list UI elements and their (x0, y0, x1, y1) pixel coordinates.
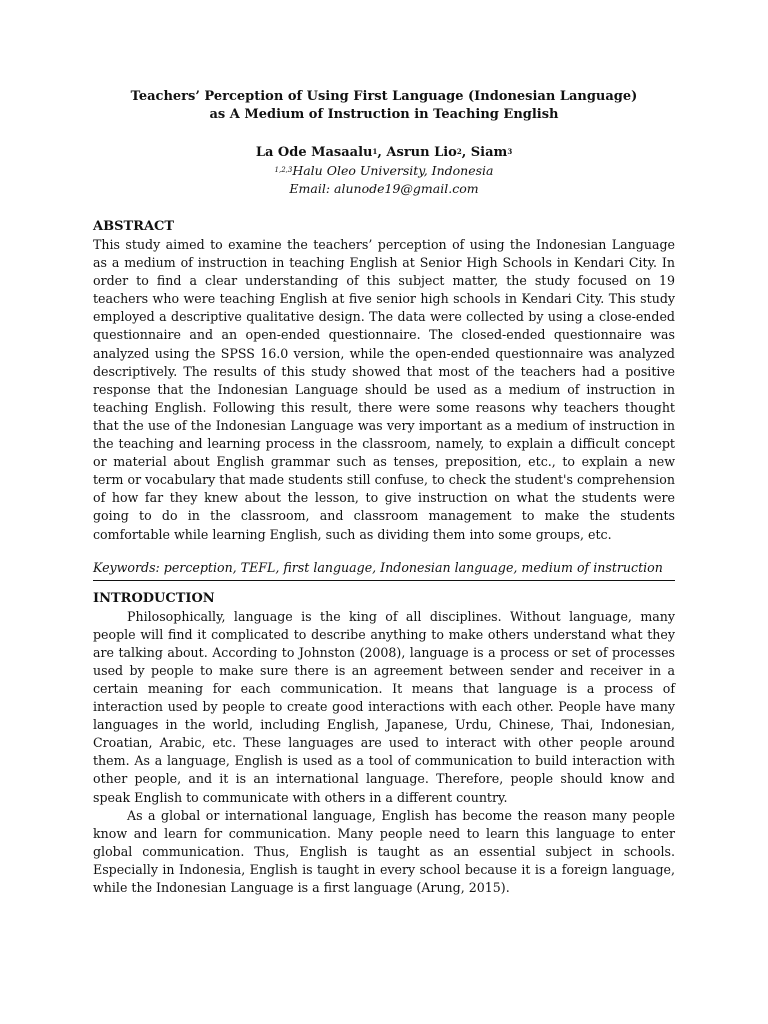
keywords-line: Keywords: perception, TEFL, first language, Indonesian language, medium of instruction (93, 559, 675, 581)
affiliation-text: Halu Oleo University, Indonesia (292, 163, 494, 178)
introduction-paragraph: Philosophically, language is the king of all disciplines. Without language, many people will find it complicated to describe anything to make others understand what they are talking about. According to Johnston (2008), language is a process or set of processes used by people to make sure there is an agreement between sender and receiver in a certain meaning for each communication. It means that language is a process of interaction used by people to create good interactions with each other. People have many languages in the world, including English, Japanese, Urdu, Chinese, Thai, Indonesian, Croatian, Arabic, etc. These languages are used to interact with other people around them. As a language, English is used as a tool of communication to build interaction with other people, and it is an international language. Therefore, people should know and speak English to communicate with others in a different country. (93, 608, 675, 805)
author-list (93, 144, 675, 162)
affiliation-superscript: 1,2,3 (274, 166, 293, 174)
title-line-1: Teachers’ Perception of Using First Language (Indonesian Language) (130, 89, 638, 104)
author-email: Email: alunode19@gmail.com (289, 181, 479, 196)
introduction-heading: INTRODUCTION (93, 590, 215, 606)
abstract-heading: ABSTRACT (93, 219, 175, 234)
title-line-2: as A Medium of Instruction in Teaching English (209, 107, 559, 122)
author-superscript: 3 (507, 147, 513, 156)
author-name: La Ode Masaalu (255, 145, 373, 160)
author-separator: , (461, 145, 471, 160)
affiliation (93, 162, 675, 180)
author-name: Asrun Lio (386, 145, 457, 160)
paper-title (93, 88, 675, 124)
author-separator: , (377, 145, 387, 160)
author-superscript: 2 (456, 147, 462, 156)
paper-page (93, 88, 675, 897)
author-name: Siam (470, 145, 508, 160)
author-superscript: 1 (372, 147, 378, 156)
abstract-body: This study aimed to examine the teachers’ perception of using the Indonesian Language as a medium of instruction in teaching English at Senior High Schools in Kendari City. In order to find a clear understanding of this subject matter, the study focused on 19 teachers who were teaching English at five senior high schools in Kendari City. This study employed a descriptive qualitative design. The data were collected by using a close-ended questionnaire and an open-ended questionnaire. The closed-ended questionnaire was analyzed using the SPSS 16.0 version, while the open-ended questionnaire was analyzed descriptively. The results of this study showed that most of the teachers had a positive response that the Indonesian Language should be used as a medium of instruction in teaching English. Following this result, there were some reasons why teachers thought that the use of the Indonesian Language was very important as a medium of instruction in the teaching and learning process in the classroom, namely, to explain a difficult concept or material about English grammar such as tenses, preposition, etc., to explain a new term or vocabulary that made students still confuse, to check the student's comprehension of how far they knew about the lesson, to give instruction on what the students were going to do in the classroom, and classroom management to make the students comfortable while learning English, such as dividing them into some groups, etc. (93, 237, 675, 542)
introduction-paragraph: As a global or international language, English has become the reason many people know and learn for communication. Many people need to learn this language to enter global communication. Thus, English is taught as an essential subject in schools. Especially in Indonesia, English is taught in every school because it is a foreign language, while the Indonesian Language is a first language (Arung, 2015). (93, 807, 675, 895)
